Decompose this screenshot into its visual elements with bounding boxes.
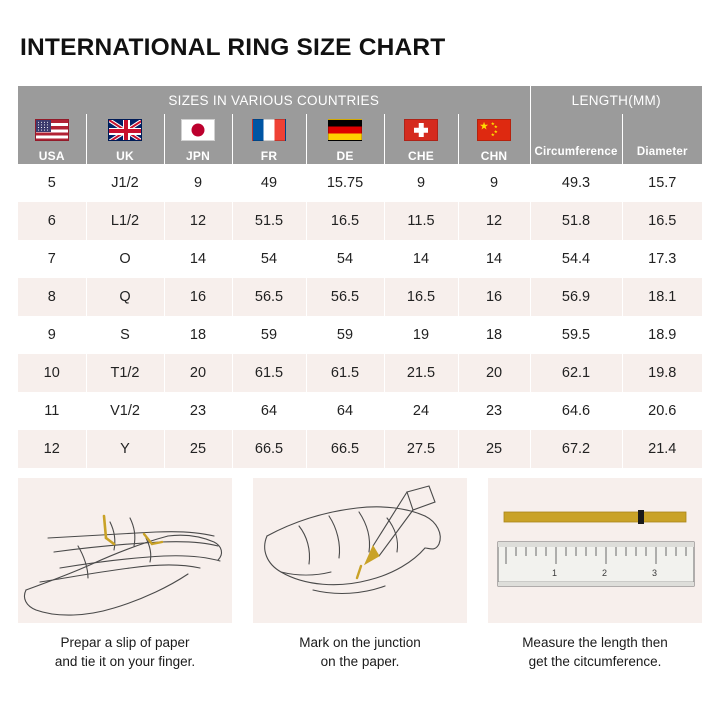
cell-che: 14 xyxy=(384,240,458,278)
table-flag-header-row xyxy=(18,114,702,164)
cell-che: 16.5 xyxy=(384,278,458,316)
table-row xyxy=(18,354,702,392)
column-code-de: DE xyxy=(336,149,354,163)
column-code-uk: UK xyxy=(116,149,134,163)
column-code-fr: FR xyxy=(260,149,278,163)
table-row xyxy=(18,278,702,316)
cell-uk: T1/2 xyxy=(86,354,164,392)
table-body xyxy=(18,164,702,468)
cell-diameter: 18.9 xyxy=(622,316,702,354)
cell-chn: 18 xyxy=(458,316,530,354)
svg-text:1: 1 xyxy=(552,568,558,578)
column-header-uk xyxy=(86,114,164,164)
hand-with-paper-strip-icon xyxy=(18,478,232,623)
cell-circumference: 51.8 xyxy=(530,202,622,240)
cell-circumference: 62.1 xyxy=(530,354,622,392)
cell-fr: 64 xyxy=(232,392,306,430)
cell-de: 59 xyxy=(306,316,384,354)
step-1-illustration-box xyxy=(18,478,232,623)
cell-usa: 12 xyxy=(18,430,86,468)
cell-de: 56.5 xyxy=(306,278,384,316)
cell-jpn: 18 xyxy=(164,316,232,354)
cell-usa: 5 xyxy=(18,164,86,202)
cell-uk: L1/2 xyxy=(86,202,164,240)
cell-uk: O xyxy=(86,240,164,278)
cell-diameter: 16.5 xyxy=(622,202,702,240)
cell-de: 54 xyxy=(306,240,384,278)
cell-chn: 14 xyxy=(458,240,530,278)
instruction-step-1 xyxy=(18,478,232,671)
cell-usa: 6 xyxy=(18,202,86,240)
cell-uk: S xyxy=(86,316,164,354)
cell-diameter: 15.7 xyxy=(622,164,702,202)
cell-jpn: 25 xyxy=(164,430,232,468)
ruler-measuring-strip-icon xyxy=(488,478,702,623)
table-row xyxy=(18,164,702,202)
column-header-circumference: Circumference xyxy=(530,114,622,164)
column-code-jpn: JPN xyxy=(186,149,210,163)
page-title: INTERNATIONAL RING SIZE CHART xyxy=(20,34,446,61)
column-code-chn: CHN xyxy=(480,149,508,163)
column-code-che: CHE xyxy=(408,149,434,163)
cell-uk: V1/2 xyxy=(86,392,164,430)
cell-usa: 11 xyxy=(18,392,86,430)
table-group-header-row xyxy=(18,86,702,114)
cell-fr: 61.5 xyxy=(232,354,306,392)
cell-circumference: 67.2 xyxy=(530,430,622,468)
cell-de: 61.5 xyxy=(306,354,384,392)
cell-chn: 9 xyxy=(458,164,530,202)
instruction-step-3 xyxy=(488,478,702,671)
cell-uk: J1/2 xyxy=(86,164,164,202)
step-1-caption-line2: and tie it on your finger. xyxy=(54,654,196,669)
column-header-chn xyxy=(458,114,530,164)
step-3-caption xyxy=(488,633,702,671)
cell-diameter: 20.6 xyxy=(622,392,702,430)
cell-usa: 8 xyxy=(18,278,86,316)
cell-fr: 54 xyxy=(232,240,306,278)
svg-text:2: 2 xyxy=(602,568,608,578)
cell-circumference: 56.9 xyxy=(530,278,622,316)
step-2-caption xyxy=(253,633,467,671)
flag-china-icon: ★ ★ ★ ★ ★ xyxy=(477,119,511,141)
cell-chn: 16 xyxy=(458,278,530,316)
cell-che: 24 xyxy=(384,392,458,430)
column-code-usa: USA xyxy=(38,149,65,163)
cell-fr: 49 xyxy=(232,164,306,202)
cell-uk: Y xyxy=(86,430,164,468)
cell-chn: 23 xyxy=(458,392,530,430)
ring-size-table xyxy=(18,86,702,468)
cell-de: 66.5 xyxy=(306,430,384,468)
column-header-che xyxy=(384,114,458,164)
flag-japan-icon xyxy=(181,119,215,141)
cell-che: 21.5 xyxy=(384,354,458,392)
step-3-illustration-box xyxy=(488,478,702,623)
column-header-de xyxy=(306,114,384,164)
cell-diameter: 21.4 xyxy=(622,430,702,468)
table-row xyxy=(18,240,702,278)
cell-de: 64 xyxy=(306,392,384,430)
cell-chn: 12 xyxy=(458,202,530,240)
column-header-diameter: Diameter xyxy=(622,114,702,164)
flag-usa-icon xyxy=(35,119,69,141)
cell-circumference: 59.5 xyxy=(530,316,622,354)
cell-circumference: 54.4 xyxy=(530,240,622,278)
step-2-illustration-box xyxy=(253,478,467,623)
table-row xyxy=(18,430,702,468)
cell-jpn: 12 xyxy=(164,202,232,240)
cell-fr: 51.5 xyxy=(232,202,306,240)
cell-che: 11.5 xyxy=(384,202,458,240)
cell-fr: 56.5 xyxy=(232,278,306,316)
cell-diameter: 18.1 xyxy=(622,278,702,316)
flag-germany-icon xyxy=(328,119,362,141)
cell-jpn: 9 xyxy=(164,164,232,202)
group-header-length: LENGTH(MM) xyxy=(530,86,702,114)
cell-usa: 10 xyxy=(18,354,86,392)
cell-diameter: 17.3 xyxy=(622,240,702,278)
cell-fr: 66.5 xyxy=(232,430,306,468)
step-2-caption-line2: on the paper. xyxy=(320,654,400,669)
cell-uk: Q xyxy=(86,278,164,316)
table-row xyxy=(18,202,702,240)
cell-chn: 25 xyxy=(458,430,530,468)
step-1-caption xyxy=(18,633,232,671)
hand-marking-paper-with-pen-icon xyxy=(253,478,467,623)
cell-fr: 59 xyxy=(232,316,306,354)
step-3-caption-line1: Measure the length then xyxy=(522,635,668,650)
table-row xyxy=(18,392,702,430)
column-header-jpn xyxy=(164,114,232,164)
flag-france-icon xyxy=(252,119,286,141)
step-3-caption-line2: get the citcumference. xyxy=(528,654,662,669)
cell-jpn: 23 xyxy=(164,392,232,430)
cell-che: 19 xyxy=(384,316,458,354)
flag-uk-icon xyxy=(108,119,142,141)
step-1-caption-line1: Prepar a slip of paper xyxy=(60,635,190,650)
cell-de: 15.75 xyxy=(306,164,384,202)
step-2-caption-line1: Mark on the junction xyxy=(299,635,421,650)
column-header-usa xyxy=(18,114,86,164)
cell-diameter: 19.8 xyxy=(622,354,702,392)
column-header-fr xyxy=(232,114,306,164)
instruction-step-2 xyxy=(253,478,467,671)
cell-jpn: 16 xyxy=(164,278,232,316)
cell-de: 16.5 xyxy=(306,202,384,240)
cell-circumference: 49.3 xyxy=(530,164,622,202)
table-row xyxy=(18,316,702,354)
cell-chn: 20 xyxy=(458,354,530,392)
cell-che: 27.5 xyxy=(384,430,458,468)
cell-che: 9 xyxy=(384,164,458,202)
cell-usa: 9 xyxy=(18,316,86,354)
group-header-countries: SIZES IN VARIOUS COUNTRIES xyxy=(18,86,530,114)
cell-usa: 7 xyxy=(18,240,86,278)
cell-jpn: 20 xyxy=(164,354,232,392)
flag-switzerland-icon xyxy=(404,119,438,141)
instruction-panels xyxy=(18,478,702,671)
cell-circumference: 64.6 xyxy=(530,392,622,430)
cell-jpn: 14 xyxy=(164,240,232,278)
svg-text:3: 3 xyxy=(652,568,658,578)
